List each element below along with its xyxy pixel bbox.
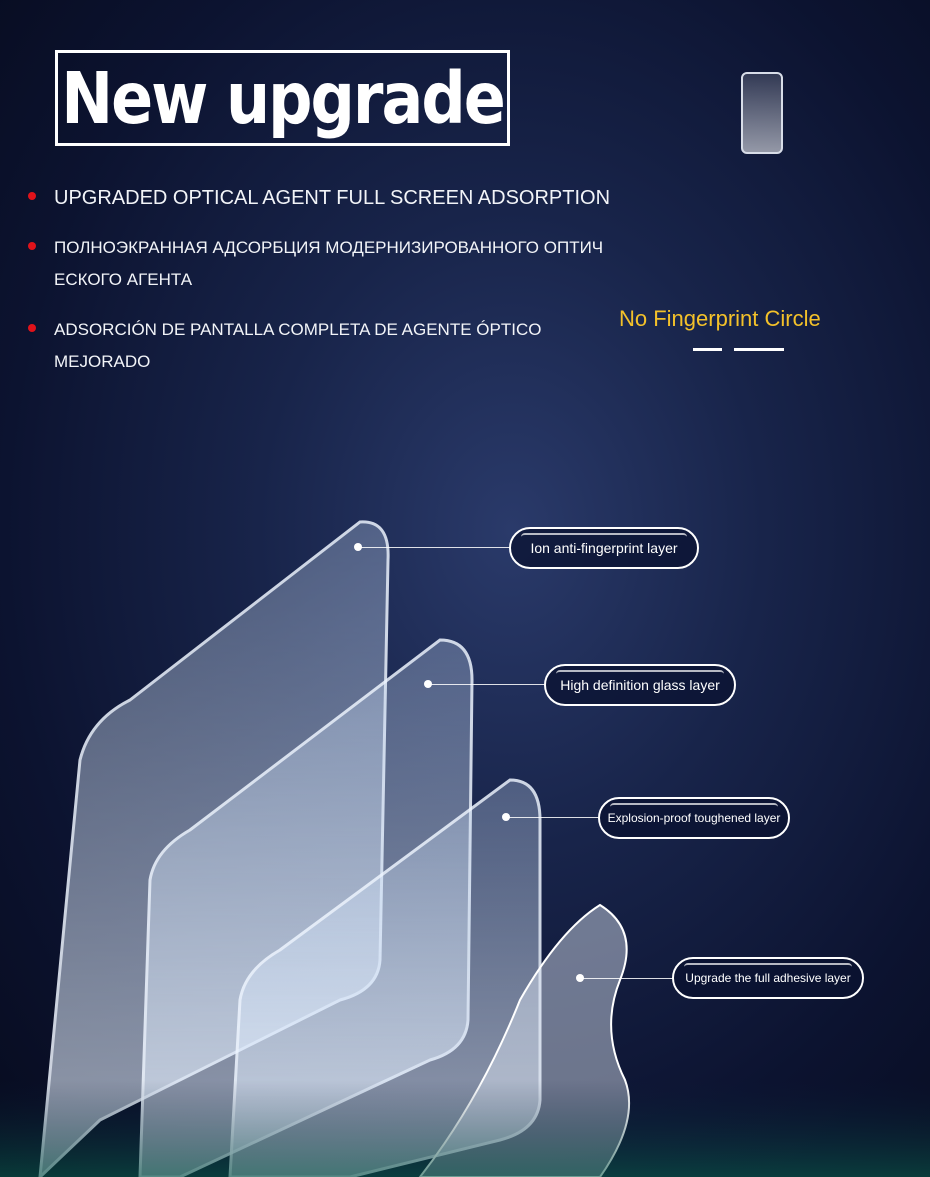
feature-text: ADSORCIÓN DE PANTALLA COMPLETA DE AGENTE ÓPTICO MEJORADO: [54, 320, 542, 371]
callout-ion-layer: Ion anti-fingerprint layer: [509, 527, 699, 569]
feature-text: ПОЛНОЭКРАННАЯ АДСОРБЦИЯ МОДЕРНИЗИРОВАННОГО ОПТИЧ ЕСКОГО АГЕНТА: [54, 238, 604, 289]
feature-text: UPGRADED OPTICAL AGENT FULL SCREEN ADSORPTION: [54, 187, 611, 209]
leader-line: [428, 684, 546, 685]
leader-line: [506, 817, 600, 818]
page-title: New upgrade: [61, 56, 504, 140]
callout-toughened-layer: Explosion-proof toughened layer: [598, 797, 790, 839]
leader-pin: [354, 543, 362, 551]
leader-line: [358, 547, 510, 548]
leader-line: [580, 978, 674, 979]
callout-adhesive-layer: Upgrade the full adhesive layer: [672, 957, 864, 999]
leader-pin: [502, 813, 510, 821]
callout-hd-glass-layer: High definition glass layer: [544, 664, 736, 706]
leader-pin: [576, 974, 584, 982]
leader-pin: [424, 680, 432, 688]
no-fingerprint-label: No Fingerprint Circle: [619, 306, 821, 331]
